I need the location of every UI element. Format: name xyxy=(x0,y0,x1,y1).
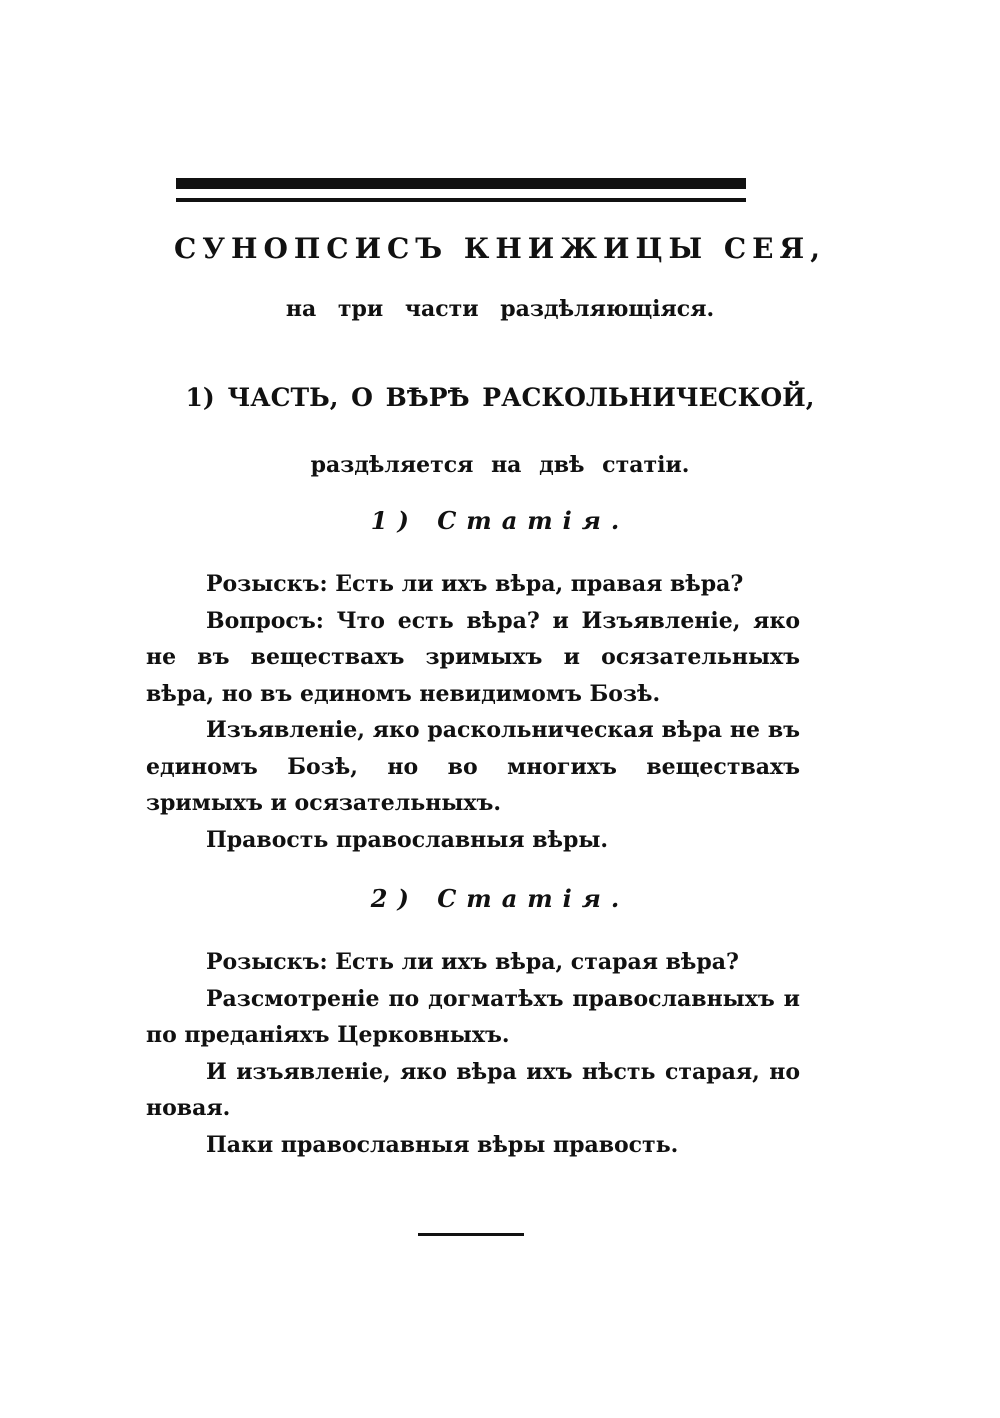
article-1-heading: 1) Статія. xyxy=(370,506,630,535)
paragraph: Изъявленіе, яко раскольническая вѣра не въ единомъ Бозѣ, но во многихъ веществахъ зримыхъ и осязательныхъ. xyxy=(146,717,800,816)
part-heading: 1) ЧАСТЬ, О ВѢРѢ РАСКОЛЬНИЧЕСКОЙ, xyxy=(185,383,815,412)
paragraph: Розыскъ: Есть ли ихъ вѣра, старая вѣра? xyxy=(206,949,739,975)
page-title: СУНОПСИСЪ КНИЖИЦЫ СЕЯ, xyxy=(174,232,826,265)
article-1-body xyxy=(146,566,800,858)
page-subtitle: на три части раздѣляющіяся. xyxy=(285,296,715,322)
paragraph: Розыскъ: Есть ли ихъ вѣра, правая вѣра? xyxy=(206,571,744,597)
end-ornament-rule xyxy=(418,1233,524,1236)
paragraph: Разсмотреніе по догматѣхъ православныхъ и по преданіяхъ Церковныхъ. xyxy=(146,985,800,1048)
paragraph: Правость православныя вѣры. xyxy=(206,826,609,853)
part-subheading: раздѣляется на двѣ статіи. xyxy=(310,452,690,478)
paragraph: Паки православныя вѣры правость. xyxy=(206,1131,679,1158)
article-2-body xyxy=(146,944,800,1163)
header-rule-thick xyxy=(176,178,746,189)
header-rule-thin xyxy=(176,198,746,202)
paragraph: И изъявленіе, яко вѣра ихъ нѣсть старая, но новая. xyxy=(146,1058,800,1121)
article-2-heading: 2) Статія. xyxy=(370,884,630,913)
paragraph: Вопросъ: Что есть вѣра? и Изъявленіе, яко не въ веществахъ зримыхъ и осязательныхъ вѣра, но въ единомъ невидимомъ Бозѣ. xyxy=(146,607,800,707)
